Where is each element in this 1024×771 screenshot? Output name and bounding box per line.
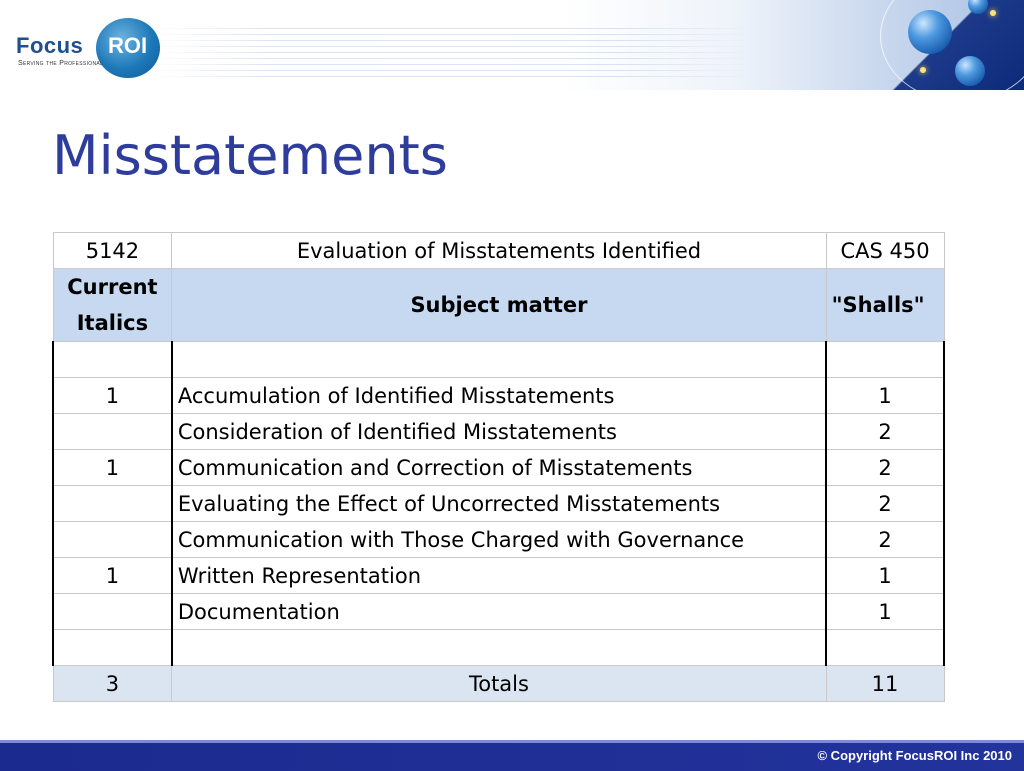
table-row [53, 594, 944, 630]
row-subject: Communication with Those Charged with Governance [172, 522, 826, 558]
row-subject: Consideration of Identified Misstatements [172, 414, 826, 450]
header-current-italics [53, 269, 172, 342]
row-current [53, 594, 172, 630]
table-header-row [53, 269, 944, 342]
misstatements-table [52, 232, 945, 702]
header-decor-lines [150, 28, 750, 78]
table-row [53, 378, 944, 414]
header-shalls: "Shalls" [826, 269, 944, 342]
spark-icon [990, 10, 996, 16]
row-shalls: 2 [826, 414, 944, 450]
page-title: Misstatements [52, 124, 448, 187]
row-subject: Communication and Correction of Misstatements [172, 450, 826, 486]
row-current [53, 414, 172, 450]
row-shalls: 1 [826, 594, 944, 630]
row-current [53, 630, 172, 666]
table-row [53, 486, 944, 522]
row-shalls: 2 [826, 522, 944, 558]
row-current [53, 342, 172, 378]
row-subject: Written Representation [172, 558, 826, 594]
row-current: 1 [53, 450, 172, 486]
row-current: 1 [53, 558, 172, 594]
row-current [53, 486, 172, 522]
row-subject: Evaluating the Effect of Uncorrected Misstatements [172, 486, 826, 522]
header-current-line1: Current [67, 275, 158, 299]
table-row [53, 522, 944, 558]
row-shalls: 2 [826, 486, 944, 522]
table-top-row [53, 233, 944, 269]
logo-brand-suffix: ROI [108, 33, 148, 58]
total-label: Totals [172, 666, 826, 702]
table-row [53, 414, 944, 450]
standard-code: CAS 450 [826, 233, 944, 269]
row-shalls: 2 [826, 450, 944, 486]
row-shalls: 1 [826, 558, 944, 594]
row-subject: Accumulation of Identified Misstatements [172, 378, 826, 414]
row-subject: Documentation [172, 594, 826, 630]
section-code: 5142 [53, 233, 172, 269]
section-heading: Evaluation of Misstatements Identified [172, 233, 826, 269]
table-row [53, 558, 944, 594]
table-row [53, 450, 944, 486]
row-subject [172, 342, 826, 378]
table-totals-row [53, 666, 944, 702]
footer-bar [0, 740, 1024, 771]
row-shalls [826, 630, 944, 666]
header-subject-matter: Subject matter [172, 269, 826, 342]
table-row [53, 630, 944, 666]
row-current: 1 [53, 378, 172, 414]
row-shalls [826, 342, 944, 378]
total-current: 3 [53, 666, 172, 702]
row-subject [172, 630, 826, 666]
row-current [53, 522, 172, 558]
total-shalls: 11 [826, 666, 944, 702]
header-current-line2: Italics [76, 311, 149, 335]
orbit-decor [880, 0, 1024, 90]
table-row [53, 342, 944, 378]
sphere-large-icon [908, 10, 952, 54]
copyright-text: © Copyright FocusROI Inc 2010 [817, 748, 1012, 763]
sphere-small-icon [955, 56, 985, 86]
row-shalls: 1 [826, 378, 944, 414]
logo-brand-prefix: Focus [16, 33, 84, 58]
spark-icon [920, 67, 926, 73]
logo-tagline: Serving the Professional [18, 60, 104, 67]
